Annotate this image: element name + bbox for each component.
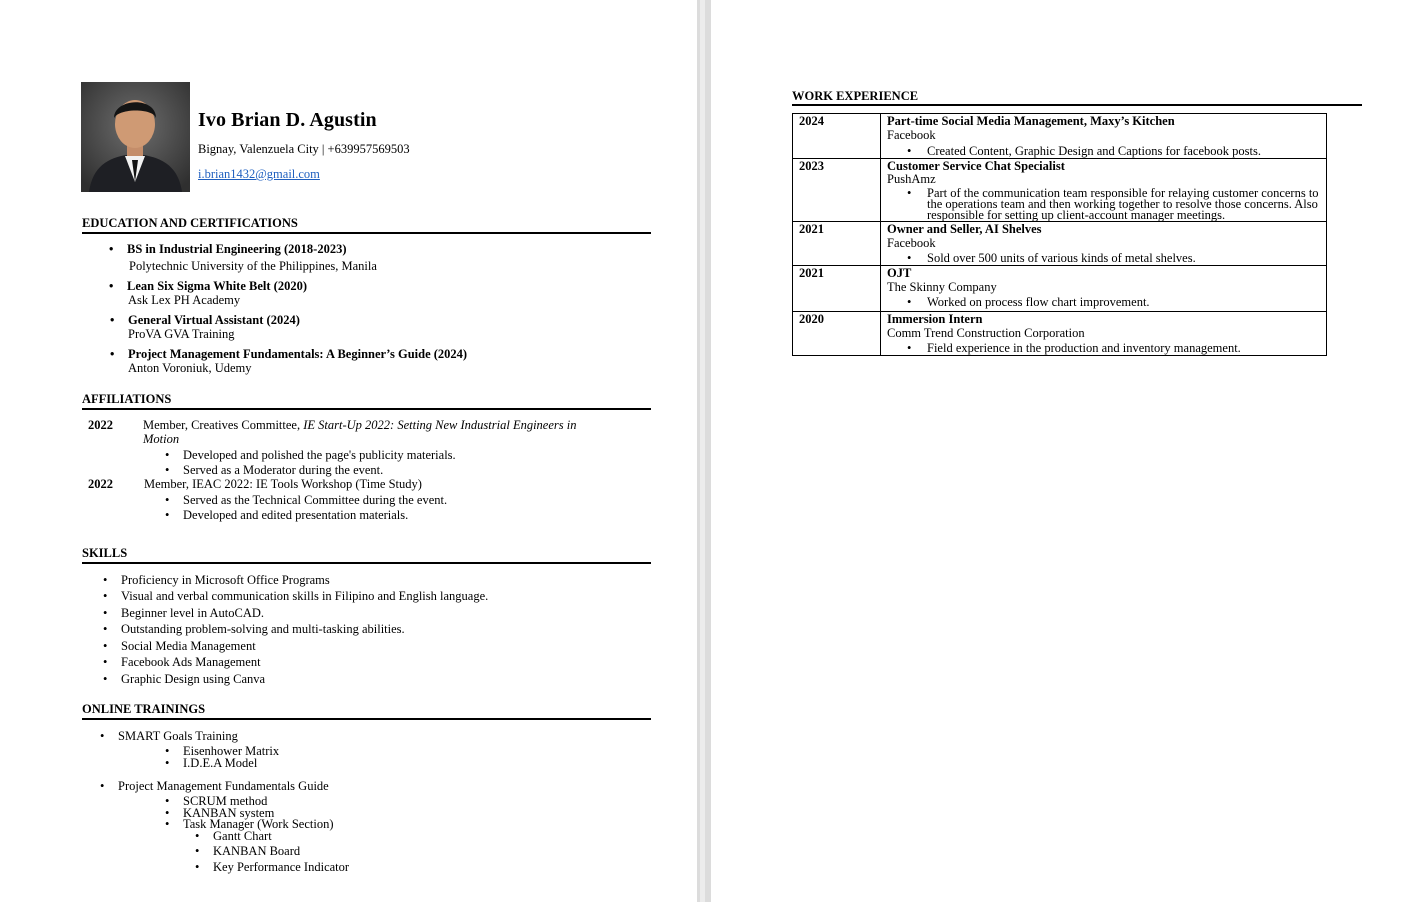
person-photo-icon	[81, 82, 190, 192]
affiliation-year: 2022	[88, 418, 113, 432]
training-subitem: • Task Manager (Work Section)	[183, 817, 334, 831]
affiliations-section-title: AFFILIATIONS	[82, 392, 651, 410]
work-role: Part-time Social Media Management, Maxy’s Kitchen	[887, 114, 1175, 128]
affiliation-bullet: • Served as a Moderator during the event.	[183, 463, 383, 477]
work-bullet: • Part of the communication team responsible for relaying customer concerns to the operations team and then working together to resolve those concerns. Also responsible for setting up client-account manager meetings.	[887, 188, 1320, 221]
skill-item: • Outstanding problem-solving and multi-tasking abilities.	[121, 622, 405, 636]
work-bullet: • Field experience in the production and inventory management.	[887, 342, 1320, 355]
profile-photo	[81, 82, 190, 192]
training-subitem: • SCRUM method	[183, 794, 267, 808]
work-bullet: • Sold over 500 units of various kinds of metal shelves.	[887, 252, 1320, 265]
education-item-title: • Project Management Fundamentals: A Beginner’s Guide (2024)	[128, 347, 467, 361]
work-role: Immersion Intern	[887, 312, 983, 326]
training-subitem: • I.D.E.A Model	[183, 756, 257, 770]
table-row	[793, 159, 1327, 222]
page-gutter	[697, 0, 711, 902]
work-role: Owner and Seller, AI Shelves	[887, 222, 1042, 236]
work-org: The Skinny Company	[887, 280, 997, 294]
table-row	[793, 312, 1327, 356]
work-experience-table	[792, 113, 1327, 356]
work-org: Facebook	[887, 236, 936, 250]
affiliation-bullet: • Served as the Technical Committee during the event.	[183, 493, 447, 507]
work-details	[881, 222, 1327, 266]
work-role: OJT	[887, 266, 912, 280]
work-details	[881, 312, 1327, 356]
work-org: Facebook	[887, 128, 936, 142]
training-subitem: • KANBAN system	[183, 806, 274, 820]
resume-page-2	[711, 0, 1404, 902]
work-experience-title: WORK EXPERIENCE	[792, 89, 1362, 106]
education-item-org: Anton Voroniuk, Udemy	[128, 361, 252, 375]
training-item: • Project Management Fundamentals Guide	[118, 779, 329, 793]
affiliation-role-cont: Motion	[143, 432, 180, 446]
skill-item: • Graphic Design using Canva	[121, 672, 265, 686]
skill-item: • Social Media Management	[121, 639, 256, 653]
affiliation-year: 2022	[88, 477, 113, 491]
trainings-section-title: ONLINE TRAININGS	[82, 702, 651, 720]
work-bullet: • Worked on process flow chart improvement.	[887, 296, 1320, 309]
training-subsubitem: • Key Performance Indicator	[213, 860, 349, 874]
work-year: 2023	[793, 159, 881, 222]
email-link[interactable]: i.brian1432@gmail.com	[198, 167, 320, 181]
work-org: PushAmz	[887, 172, 936, 186]
education-item-title: • BS in Industrial Engineering (2018-2023)	[127, 242, 346, 256]
work-details	[881, 114, 1327, 159]
training-item: • SMART Goals Training	[118, 729, 238, 743]
education-item-title: • General Virtual Assistant (2024)	[128, 313, 300, 327]
skill-item: • Visual and verbal communication skills in Filipino and English language.	[121, 589, 488, 603]
work-role: Customer Service Chat Specialist	[887, 159, 1065, 173]
training-subitem: • Eisenhower Matrix	[183, 744, 279, 758]
work-year: 2021	[793, 222, 881, 266]
work-year: 2024	[793, 114, 881, 159]
work-year: 2021	[793, 266, 881, 312]
affiliation-bullet: • Developed and edited presentation materials.	[183, 508, 408, 522]
affiliation-role: Member, Creatives Committee, IE Start-Up 2022: Setting New Industrial Engineers in	[143, 418, 577, 432]
work-org: Comm Trend Construction Corporation	[887, 326, 1085, 340]
skill-item: • Facebook Ads Management	[121, 655, 261, 669]
affiliation-role: Member, IEAC 2022: IE Tools Workshop (Time Study)	[144, 477, 422, 491]
education-item-org: ProVA GVA Training	[128, 327, 235, 341]
work-year: 2020	[793, 312, 881, 356]
work-details	[881, 159, 1327, 222]
skill-item: • Proficiency in Microsoft Office Programs	[121, 573, 330, 587]
work-bullet: • Created Content, Graphic Design and Captions for facebook posts.	[887, 145, 1320, 158]
table-row	[793, 222, 1327, 266]
education-item-org: Ask Lex PH Academy	[128, 293, 241, 307]
education-item-org: Polytechnic University of the Philippines, Manila	[129, 259, 377, 273]
table-row	[793, 114, 1327, 159]
education-section-title: EDUCATION AND CERTIFICATIONS	[82, 216, 651, 234]
skills-section-title: SKILLS	[82, 546, 651, 564]
training-subsubitem: • Gantt Chart	[213, 829, 272, 843]
training-subsubitem: • KANBAN Board	[213, 844, 300, 858]
skill-item: • Beginner level in AutoCAD.	[121, 606, 264, 620]
candidate-name: Ivo Brian D. Agustin	[198, 109, 377, 131]
contact-info: Bignay, Valenzuela City | +639957569503	[198, 142, 410, 156]
education-item-title: • Lean Six Sigma White Belt (2020)	[127, 279, 307, 293]
resume-page-1	[0, 0, 697, 902]
affiliation-bullet: • Developed and polished the page's publicity materials.	[183, 448, 456, 462]
table-row	[793, 266, 1327, 312]
work-details	[881, 266, 1327, 312]
